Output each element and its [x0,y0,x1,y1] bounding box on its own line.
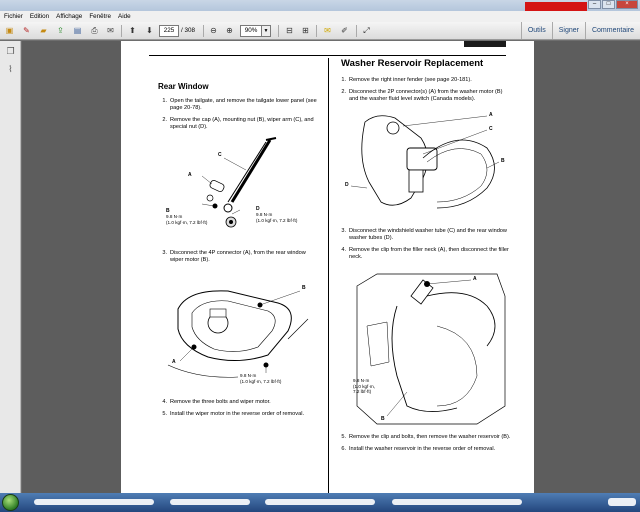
previous-page-icon[interactable]: ⬆ [129,26,136,35]
left-column [158,82,318,423]
taskbar [0,493,640,512]
pdf-page [121,41,534,496]
menu-bar [0,11,640,22]
acrobat-icon[interactable]: ✎ [23,26,30,35]
tools-link[interactable]: Outils [521,22,552,39]
torque-value: 9.8 N·m [256,212,273,217]
wiper-arm-illustration [158,136,318,242]
menu-fichier[interactable]: Fichier [4,13,23,20]
step [158,399,318,406]
page-number-input[interactable]: 225 [159,25,179,37]
page-header-tab [464,41,506,47]
step [337,89,512,103]
step [158,117,318,131]
toolbar-separator [203,25,204,37]
torque-value-alt: (1.0 kgf·m, 7.2 lbf·ft) [256,217,298,223]
close-button[interactable]: × [616,0,638,9]
torque-value: 9.8 N·m [166,214,183,219]
next-page-icon[interactable]: ⬇ [146,26,153,35]
step-text: Install the washer reservoir in the reverse order of removal. [349,446,496,452]
attachments-icon[interactable]: ⌇ [8,64,13,74]
callout-a: A [489,112,493,118]
step [158,250,318,264]
washer-motor-drawing [337,108,512,220]
window-controls [587,0,638,10]
step-number: 2. [341,89,346,95]
toolbar [0,22,640,40]
washer-reservoir-drawing [337,266,512,426]
torque-value-alt: (1.0 kgf·m, 7.2 lbf·ft) [166,219,208,225]
step-number: 5. [341,434,346,440]
window-title-bar [0,0,640,11]
torque-value: 9.8 N·m [240,373,257,378]
page-header-rule [149,55,506,56]
column-divider [328,58,329,496]
taskbar-app[interactable] [265,499,375,505]
callout-b: B [166,208,170,214]
callout-a: A [473,276,477,282]
step [337,434,512,441]
email-icon[interactable]: ✉ [107,26,114,35]
step-number: 1. [162,98,167,104]
zoom-in-icon[interactable]: ⊕ [226,26,233,35]
step-text: Remove the clip from the filler neck (A), then disconnect the filler neck. [349,247,509,260]
step-number: 4. [162,399,167,405]
step-text: Open the tailgate, and remove the tailgate lower panel (see page 20-78). [170,98,317,111]
navigation-panel [0,41,21,493]
step [337,446,512,453]
start-button[interactable] [2,494,19,511]
torque-spec [353,378,375,395]
zoom-dropdown-icon[interactable]: ▼ [262,25,271,37]
share-icon[interactable]: ⇪ [57,26,64,35]
step-number: 6. [341,446,346,452]
fit-page-icon[interactable]: ⊟ [286,26,293,35]
sign-link[interactable]: Signer [552,22,585,39]
step-number: 1. [341,77,346,83]
step-text: Disconnect the windshield washer tube (C) and the rear window washer tubes (D). [349,228,507,241]
torque-value-alt: (1.0 kgf·m, 7.2 lbf·ft) [240,378,282,384]
washer-reservoir-illustration [337,266,512,426]
step-number: 5. [162,411,167,417]
zoom-level-input[interactable]: 90% [240,25,262,37]
pages-thumbnail-icon[interactable]: ❐ [6,46,15,56]
section-title-washer-reservoir: Washer Reservoir Replacement [341,58,484,69]
torque-value-alt: (1.0 kgf·m, [353,383,375,389]
save-icon[interactable]: ▤ [73,26,82,35]
callout-c: C [489,126,493,132]
step-number: 3. [162,250,167,256]
fit-width-icon[interactable]: ⊞ [302,26,309,35]
document-viewport[interactable] [22,41,640,493]
step-text: Remove the clip and bolts, then remove the washer reservoir (B). [349,434,511,440]
step [337,228,512,242]
right-column [337,58,512,458]
wiper-motor-drawing [158,269,318,391]
callout-b: B [381,416,385,422]
step [337,247,512,261]
step [158,98,318,112]
step-text: Remove the three bolts and wiper motor. [170,399,271,405]
print-icon[interactable]: ⎙ [91,26,98,35]
torque-value-alt: 7.2 lbf·ft) [353,389,372,394]
right-panel-links [521,22,640,39]
expand-icon[interactable]: ⤢ [363,26,370,35]
step-text: Install the wiper motor in the reverse order of removal. [170,411,304,417]
step-text: Disconnect the 2P connector(s) (A) from the washer motor (B) and the washer fluid level switch (Canada models). [349,89,503,102]
taskbar-app[interactable] [34,499,154,505]
step-text: Remove the right inner fender (see page 20-181). [349,77,472,83]
wiper-arm-drawing [158,136,318,242]
callout-c: C [218,152,222,158]
page-total: / 308 [181,27,196,34]
menu-aide[interactable]: Aide [118,13,131,20]
wiper-motor-illustration [158,269,318,391]
torque-spec-d [256,212,297,223]
toolbar-separator [121,25,122,37]
callout-b: B [302,285,306,291]
step-number: 4. [341,247,346,253]
torque-value: 9.8 N·m [353,378,370,383]
taskbar-app[interactable] [170,499,250,505]
redacted-title-block [525,2,587,11]
zoom-out-icon[interactable]: ⊖ [210,26,217,35]
toolbar-separator [316,25,317,37]
toolbar-separator [356,25,357,37]
step-text: Remove the cap (A), mounting nut (B), wiper arm (C), and special nut (D). [170,117,314,130]
menu-affichage[interactable]: Affichage [56,13,83,20]
step-number: 2. [162,117,167,123]
menu-edition[interactable]: Edition [29,13,50,20]
callout-a: A [188,172,192,178]
toolbar-separator [278,25,279,37]
step-number: 3. [341,228,346,234]
step [337,77,512,84]
callout-b: B [501,158,505,164]
callout-d: D [345,182,349,188]
step-text: Disconnect the 4P connector (A), from the rear window wiper motor (B). [170,250,306,263]
open-folder-icon[interactable]: ▰ [40,26,47,35]
maximize-button[interactable]: □ [602,0,615,9]
system-tray[interactable] [608,498,636,506]
comment-link[interactable]: Commentaire [585,22,640,39]
create-pdf-icon[interactable]: ▣ [5,26,14,35]
minimize-button[interactable]: ‒ [588,0,601,9]
menu-fenetre[interactable]: Fenêtre [89,13,112,20]
callout-d: D [256,206,260,212]
torque-spec-b [166,214,207,225]
step [158,411,318,418]
taskbar-app[interactable] [392,499,522,505]
washer-motor-illustration [337,108,512,220]
torque-spec [240,373,281,384]
callout-a: A [172,359,176,365]
highlight-icon[interactable]: ✐ [341,26,348,35]
section-title-rear-window: Rear Window [158,82,209,91]
comment-icon[interactable]: ✉ [324,26,331,35]
